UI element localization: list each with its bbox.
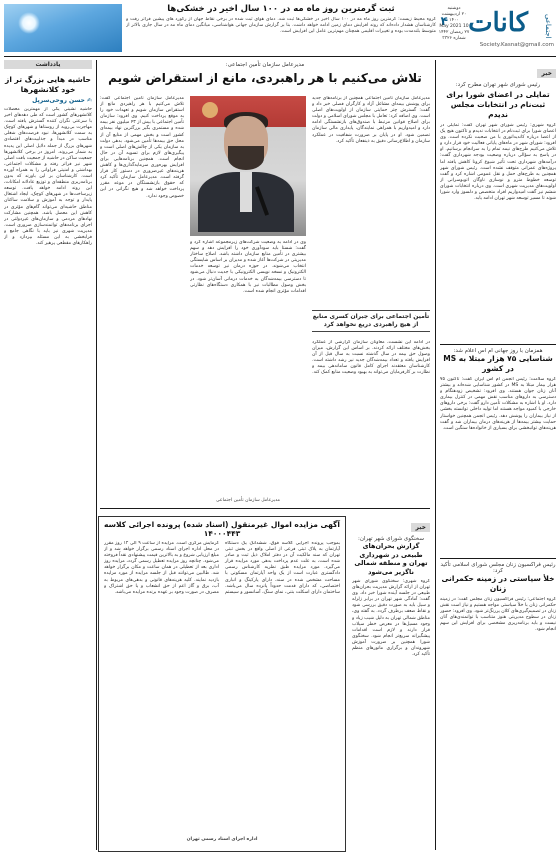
divider	[440, 344, 556, 345]
article-body: گروه شهری: سخنگوی شورای شهر تهران از ارائه گزارش مدیریت بحران‌های طبیعی در جلسه آینده شورا خبر داد. وی گفت: آمادگی شهر تهران در برابر زلزله و سیل باید به صورت دقیق بررسی شود و نقاط ضعف برطرف گردد. به گفته وی، مناطق شمالی تهران به دلیل شیب زیاد و وجود مسیل‌ها در معرض خطر سیلاب قرار دارند و لازم است اقدامات پیشگیرانه سریع‌تر انجام شود. سخنگوی شورا همچنین بر ضرورت آموزش شهروندان و برگزاری مانورهای منظم تأکید کرد.	[352, 579, 430, 658]
main-body-col3: مدیرعامل سازمان تأمین اجتماعی همچنین از برنامه‌های جدید برای پوشش بیمه‌ای مشاغل آزاد و کارگران فصلی خبر داد و گفت: گسترش چتر حمایتی سازمان از اولویت‌های اصلی است. وی اضافه کرد: تعامل با مجلس شورای اسلامی و دولت برای اصلاح قوانین مرتبط با صندوق‌های بازنشستگی ادامه دارد و امیدواریم با همراهی نمایندگان، پایداری مالی سازمان تضمین شود. او در پایان بر ضرورت شفافیت در عملکرد سازمان و اطلاع‌رسانی دقیق به ذینفعان تأکید کرد.	[312, 96, 430, 144]
right-column	[440, 60, 556, 837]
article-headline: گزارش بحران‌های طبیعی در شهرداری تهران و منطقه شمالی ناگزیر می‌شود	[354, 542, 428, 576]
divider	[440, 558, 556, 559]
kicker: رئیس شورای شهر تهران مطرح کرد:	[455, 82, 541, 88]
section-tag: یادداشت	[4, 60, 92, 69]
divider	[4, 56, 556, 57]
article-headline: شناسایی ۷۵ هزار مبتلا به MS در کشور	[443, 354, 553, 373]
teaser-headline: ثبت گرمترین روز ماه مه در ۱۰۰ سال اخیر در خشکی‌ها	[167, 4, 395, 14]
sun-sky-photo	[4, 4, 122, 52]
column-divider	[435, 60, 436, 850]
issue-date	[438, 6, 470, 42]
author-byline: ✍ حسن روحی‌سرپل	[32, 97, 92, 104]
section-tag: خبر	[537, 69, 556, 78]
date-line: شماره ۳۳۲۶	[442, 36, 466, 41]
article-body: گروه شهری: رئیس شورای شهر تهران گفت: تمایلی در اعضای شورا برای ثبت‌نام در انتخابات ندیدم و تاکنون هیچ یک از اعضا درباره کاندیداتوری با من صحبت نکرده است. وی افزود: شورای شهر در ماه‌های پایانی فعالیت خود قرار دارد و تلاش می‌کنیم طرح‌های نیمه تمام را به سرانجام برسانیم. او در پاسخ به سؤالی درباره وضعیت بودجه شهرداری گفت: درآمدهای شهرداری تحت تأثیر شیوع کرونا کاهش یافته اما پروژه‌های عمرانی متوقف نشده است. رئیس شورای شهر همچنین به طرح‌های حمل و نقل عمومی اشاره کرد و گفت توسعه خطوط مترو و نوسازی ناوگان اتوبوسرانی از اولویت‌های مدیریت شهری است. وی درباره انتخابات شورای ششم نیز گفت امیدواریم افراد متخصص و دلسوز وارد شورا شوند تا مسیر توسعه شهر تهران ادامه یابد.	[440, 123, 556, 202]
page-number: ۴	[440, 14, 448, 28]
ad-title: آگهی مزایده اموال غیرمنقول (اسناد شده) پرونده اجرائی کلاسه ۱۴۰۰۰۴۴۳	[104, 520, 340, 538]
article-headline: حاشیه هایی بزرگ تر از خود کلانشهرها	[5, 75, 91, 94]
kicker: همزمان با روز جهانی ام اس اعلام شد:	[453, 348, 543, 354]
masthead	[438, 4, 556, 52]
main-headline: تلاش می‌کنیم با هر راهبردی، مانع از استقراض شویم	[108, 71, 422, 85]
section-name: اجتماعی	[544, 14, 552, 39]
date-line: ۲۷ رمضان ۱۴۴۲	[438, 30, 470, 35]
pull-quote: تأمین اجتماعی برای جبران کسری منابع از هیچ راهبردی دریغ نخواهد کرد	[312, 310, 430, 332]
main-article	[100, 62, 430, 86]
newspaper-logo: کانات	[468, 8, 528, 38]
auction-ad	[98, 516, 346, 852]
article-body: گروه سلامت: رئیس انجمن ام اس ایران گفت: تاکنون ۷۵ هزار بیمار مبتلا به MS در کشور شناسایی شده‌اند و بیشتر آنان زنان جوان هستند. وی افزود: تشخیص زودهنگام و دسترسی به داروهای مناسب نقش مهمی در کنترل بیماری دارد. او با اشاره به مشکلات تأمین دارو گفت: برخی داروهای خارجی با کمبود مواجه هستند اما تولید داخلی توانسته بخشی از نیاز بیماران را پوشش دهد. رئیس انجمن همچنین خواستار حمایت بیشتر بیمه‌ها از هزینه‌های درمان بیماران شد و گفت هزینه‌های توانبخشی برای بسیاری از خانواده‌ها سنگین است.	[440, 377, 556, 431]
photo-shirt	[240, 172, 252, 212]
kicker: سخنگوی شورای شهر تهران:	[358, 536, 424, 542]
main-body-col4: در ادامه این نشست، معاونان سازمان گزارشی از عملکرد بخش‌های مختلف ارائه کردند. بر اساس این گزارش، میزان وصول حق بیمه در سال گذشته نسبت به سال قبل از آن افزایش یافته و تعداد بیمه‌شدگان جدید نیز رشد داشته است. کارشناسان معتقدند اجرای کامل قانون ساماندهی بیمه و نظارت بر کارفرمایان می‌تواند به بهبود وضعیت منابع کمک کند.	[312, 340, 430, 376]
date-line: 10 May 2021	[439, 24, 469, 29]
left-column	[4, 60, 92, 847]
top-teaser	[4, 4, 436, 54]
section-tag: خبر	[411, 523, 430, 532]
teaser-body: گروه محیط زیست: گرمترین روز ماه مه در ۱۰۰ سال اخیر در خشکی‌ها ثبت شد. دمای هوای ثبت شده در برخی نقاط جهان از رکورد های پیشین فراتر رفت و کارشناسان هشدار داده‌اند که روند افزایش دمای زمین ادامه خواهد داشت. بنا بر گزارش سازمان جهانی هواشناسی، میانگین دمای ماه مه در سال جاری بالاتر از متوسط بلندمدت بوده و تغییرات اقلیمی همچنان مهم‌ترین عامل این افزایش است.	[126, 17, 436, 34]
kicker: مدیرعامل سازمان تأمین اجتماعی:	[225, 62, 305, 68]
interviewee-photo	[190, 96, 306, 236]
photo-caption: مدیرعامل سازمان تأمین اجتماعی	[216, 498, 280, 503]
ad-footer: اداره اجرای اسناد رسمی تهران	[186, 837, 258, 842]
date-line: ۲۰ اردیبهشت ۱۴۰۰	[441, 12, 467, 23]
article-headline: تمایلی در اعضای شورا برای ثبت‌نام در انتخابات مجلس ندیدم	[446, 90, 550, 119]
column-divider	[96, 60, 97, 850]
emblem-shape	[202, 102, 218, 118]
date-line: دوشنبه	[447, 6, 461, 11]
article-headline: خلأ سیاستی در زمینه حکمرانی زنان	[441, 574, 555, 593]
bottom-news	[352, 514, 430, 849]
kicker: رئیس فراکسیون زنان مجلس شورای اسلامی تأکید کرد:	[440, 562, 556, 574]
main-body-col2: وی در ادامه به وضعیت شرکت‌های زیرمجموعه اشاره کرد و گفت: شستا باید سودآوری خود را افزایش دهد و سهم بیشتری در تأمین منابع سازمان داشته باشد. اصلاح ساختار مدیریتی در شرکت‌ها آغاز شده و مدیران بر اساس شایستگی انتخاب می‌شوند. در حوزه درمان نیز توسعه خدمات الکترونیک و نسخه نویسی الکترونیکی با جدیت دنبال می‌شود تا دسترسی بیمه‌شدگان به خدمات درمانی آسان‌تر شود. در بخش وصول مطالبات نیز با همکاری دستگاه‌های نظارتی اقدامات مؤثری انجام شده است.	[190, 240, 306, 294]
section-email: Society.Kasnat@gmail.com	[479, 42, 554, 48]
divider	[100, 508, 430, 509]
article-body: گروه اجتماعی: رئیس فراکسیون زنان مجلس گفت: در زمینه حکمرانی زنان با خلأ سیاستی مواجه هستیم و نیاز است نقش زنان در تصمیم‌گیری‌های کلان پررنگ‌تر شود. وی افزود: حضور زنان در سطوح مدیریتی هنوز متناسب با توانمندی‌های آنان نیست و باید برنامه‌ریزی مشخصی برای افزایش این سهم انجام شود.	[440, 597, 556, 633]
ad-body: بموجب پرونده اجرایی کلاسه فوق، ششدانگ یک دستگاه آپارتمان به پلاک ثبتی فرعی از اصلی واقع در بخش ثبتی تهران که سند مالکیت آن در دفتر املاک ذیل ثبت و صادر شده است، به علت عدم پرداخت بدهی مورد مزایده قرار می‌گیرد. مورد مزایده طبق نظریه کارشناس رسمی دادگستری عبارت است از یک واحد آپارتمان مسکونی با مساحت مشخص شده در سند، دارای پارکینگ و انباری اختصاصی، که دارای قدمت حدوداً پانزده سال می‌باشد. ساختمان دارای اسکلت بتنی، نمای سنگ، آسانسور و سیستم گرمایش مرکزی است. مزایده از ساعت ۹ الی ۱۲ روز مقرر در محل اداره اجرای اسناد رسمی برگزار خواهد شد و از مبلغ ارزیابی شروع و به بالاترین قیمت پیشنهادی نقداً فروخته می‌شود. چنانچه روز مزایده تعطیل رسمی گردد، مزایده روز اداری بعد از تعطیلی در همان ساعت و مکان برگزار خواهد شد. طالبین می‌توانند قبل از جلسه مزایده از مورد مزایده بازدید نمایند. کلیه هزینه‌های قانونی و بدهی‌های مربوط به آب، برق و گاز اعم از حق انشعاب و یا حق اشتراک و مصرف در صورت وجود بر عهده برنده مزایده می‌باشد.	[104, 541, 340, 595]
main-body-col1: مدیرعامل سازمان تأمین اجتماعی گفت: تلاش می‌کنیم با هر راهبردی مانع از استقراض سازمان شویم و تعهدات خود را به موقع پرداخت کنیم. وی افزود: سازمان تأمین اجتماعی با بیش از ۴۳ میلیون نفر بیمه شده و مستمری بگیر بزرگترین نهاد بیمه‌ای کشور است و بخش مهمی از منابع آن از محل حق بیمه‌ها تأمین می‌شود. بدهی دولت به سازمان یکی از چالش‌های اصلی است و پیگیری‌های لازم برای تسویه آن در حال انجام است. همچنین برنامه‌هایی برای افزایش بهره‌وری سرمایه‌گذاری‌ها و کاهش هزینه‌های غیرضروری در دستور کار قرار گرفته است. مدیرعامل سازمان تأکید کرد که حقوق بازنشستگان در موعد مقرر پرداخت خواهد شد و هیچ نگرانی در این خصوص وجود ندارد.	[100, 96, 184, 199]
article-body: حاشیه نشینی یکی از مهمترین معضلات کلانشهرهای کشور است که طی دهه‌های اخیر با سرعتی نگران کننده گسترش یافته است. مهاجرت بی‌رویه از روستاها و شهرهای کوچک به سمت کلانشهرها، نبود فرصت‌های شغلی مناسب در مبدأ و جذابیت‌های اقتصادی شهرهای بزرگ از جمله دلایل اصلی این پدیده به شمار می‌روند. امروز در برخی کلانشهرها جمعیت ساکن در حاشیه از جمعیت بافت اصلی شهر نیز فراتر رفته و مشکلات اجتماعی، بهداشتی و امنیتی فراوانی را به همراه آورده است. کارشناسان بر این باورند که بدون برنامه‌ریزی منطقه‌ای و توزیع عادلانه امکانات، این روند ادامه خواهد یافت. توسعه زیرساخت‌ها در شهرهای کوچک، ایجاد اشتغال پایدار و توجه به آموزش و سلامت ساکنان مناطق حاشیه‌ای می‌تواند گام‌های مؤثری در کاهش این معضل باشد. همچنین مشارکت نهادهای مردمی و سازمان‌های غیردولتی در اجرای برنامه‌های توانمندسازی ضروری است. مدیریت شهری نیز باید با نگاهی جامع و فرابخشی به این مسئله بپردازد و از راهکارهای مقطعی پرهیز کند.	[4, 107, 92, 247]
photo-beard	[228, 146, 264, 170]
